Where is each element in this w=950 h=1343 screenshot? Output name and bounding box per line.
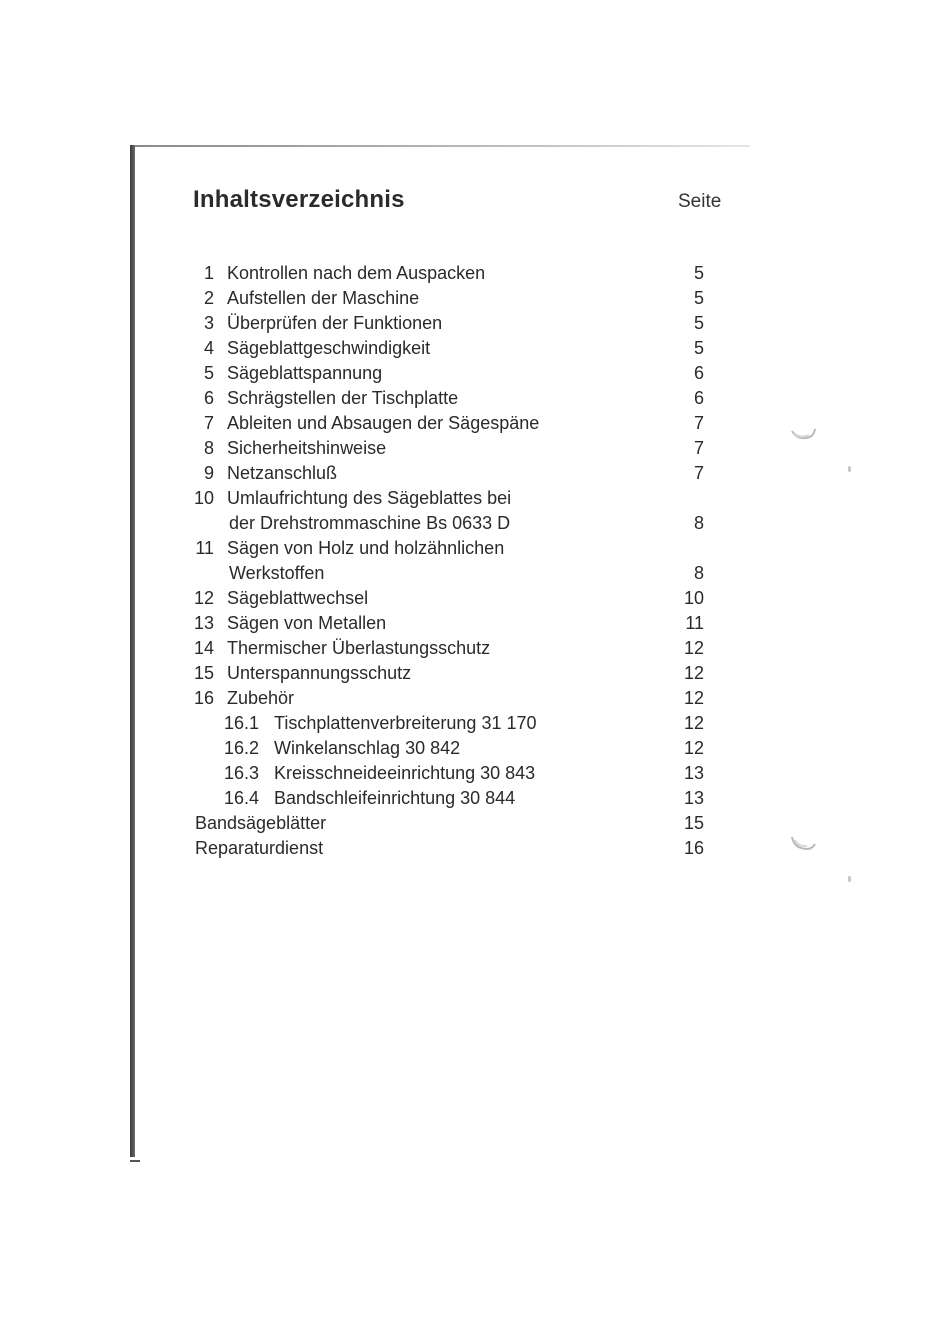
toc-entry <box>0 486 950 511</box>
toc-entry-page: 6 <box>693 363 704 383</box>
page-left-edge-foot <box>130 1160 140 1162</box>
toc-entry-title: Ableiten und Absaugen der Sägespäne <box>227 413 540 433</box>
toc-entry-title: Überprüfen der Funktionen <box>227 313 443 333</box>
toc-entry-page: 10 <box>683 588 704 608</box>
toc-entry-page: 16 <box>683 838 704 858</box>
scan-speck <box>848 876 851 882</box>
scan-speck <box>848 466 851 472</box>
toc-entry-page: 5 <box>693 338 704 358</box>
toc-entry <box>0 536 950 561</box>
toc-entry-title: Bandschleifeinrichtung 30 844 <box>274 788 516 808</box>
toc-entry-title: Aufstellen der Maschine <box>227 288 420 308</box>
toc-entry-page: 6 <box>693 388 704 408</box>
page-top-edge <box>135 145 750 147</box>
toc-entry-title: Reparaturdienst <box>195 838 324 858</box>
toc-entry-page: 12 <box>683 713 704 733</box>
toc-entry-title: Thermischer Überlastungsschutz <box>227 638 491 658</box>
toc-entry-number: 2 <box>203 288 214 308</box>
toc-entry-title: Sicherheitshinweise <box>227 438 387 458</box>
toc-entry <box>0 261 950 286</box>
toc-entry-title: Tischplattenverbreiterung 31 170 <box>274 713 537 733</box>
toc-entry-page: 5 <box>693 263 704 283</box>
toc-entry <box>0 686 950 711</box>
toc-entry-page: 5 <box>693 288 704 308</box>
toc-entry-number: 12 <box>193 588 214 608</box>
toc-entry <box>0 636 950 661</box>
toc-entry-number: 8 <box>203 438 214 458</box>
toc-entry-page: 7 <box>693 413 704 433</box>
toc-entry-unnumbered <box>0 811 950 836</box>
toc-entry-number: 10 <box>193 488 214 508</box>
toc-entry-title: Sägeblattwechsel <box>227 588 369 608</box>
toc-entry-number: 6 <box>203 388 214 408</box>
toc-entry-page: 7 <box>693 438 704 458</box>
toc-entry <box>0 611 950 636</box>
toc-entry-page: 12 <box>683 738 704 758</box>
toc-entry <box>0 311 950 336</box>
toc-entry-number: 15 <box>193 663 214 683</box>
toc-entry-page: 8 <box>693 513 704 533</box>
toc-subentry <box>0 786 950 811</box>
toc-entry-page: 12 <box>683 638 704 658</box>
toc-entry-number: 11 <box>195 538 214 558</box>
page-column-header: Seite <box>678 191 722 212</box>
toc-entry-title: Kreisschneideeinrichtung 30 843 <box>274 763 536 783</box>
toc-subentry <box>0 711 950 736</box>
toc-entry-page: 11 <box>685 613 704 633</box>
table-of-contents <box>0 261 950 861</box>
toc-entry-title: Zubehör <box>227 688 295 708</box>
toc-entry-page: 8 <box>693 563 704 583</box>
toc-entry-number: 5 <box>203 363 214 383</box>
toc-entry-continuation <box>0 561 950 586</box>
toc-entry-number: 4 <box>203 338 214 358</box>
toc-entry <box>0 361 950 386</box>
toc-entry-number: 13 <box>193 613 214 633</box>
toc-subentry <box>0 736 950 761</box>
toc-entry-title: der Drehstrommaschine Bs 0633 D <box>229 513 511 533</box>
punch-hole-mark <box>790 835 816 853</box>
toc-entry-page: 13 <box>683 763 704 783</box>
toc-entry-title: Netzanschluß <box>227 463 338 483</box>
toc-entry <box>0 461 950 486</box>
toc-entry-number: 16 <box>193 688 214 708</box>
toc-entry-number: 16.1 <box>224 713 260 733</box>
toc-entry-title: Werkstoffen <box>229 563 325 583</box>
toc-entry-title: Sägen von Holz und holzähnlichen <box>227 538 505 558</box>
toc-entry-title: Schrägstellen der Tischplatte <box>227 388 459 408</box>
toc-subentry <box>0 761 950 786</box>
toc-entry-number: 14 <box>193 638 214 658</box>
toc-entry-page: 12 <box>683 688 704 708</box>
toc-entry <box>0 286 950 311</box>
toc-entry-page: 5 <box>693 313 704 333</box>
toc-entry-number: 16.3 <box>224 763 260 783</box>
toc-entry-number: 3 <box>203 313 214 333</box>
toc-entry-title: Winkelanschlag 30 842 <box>274 738 461 758</box>
toc-entry-title: Kontrollen nach dem Auspacken <box>227 263 486 283</box>
toc-entry-title: Umlaufrichtung des Sägeblattes bei <box>227 488 512 508</box>
toc-entry-number: 16.4 <box>224 788 260 808</box>
toc-entry-continuation <box>0 511 950 536</box>
toc-entry-title: Sägen von Metallen <box>227 613 387 633</box>
toc-entry <box>0 386 950 411</box>
toc-entry-title: Sägeblattspannung <box>227 363 383 383</box>
toc-entry-title: Sägeblattgeschwindigkeit <box>227 338 431 358</box>
punch-hole-mark <box>790 425 816 443</box>
toc-entry-number: 7 <box>203 413 214 433</box>
toc-entry-page: 7 <box>693 463 704 483</box>
toc-entry-number: 1 <box>203 263 214 283</box>
toc-entry-page: 12 <box>683 663 704 683</box>
toc-entry-page: 13 <box>683 788 704 808</box>
toc-entry-title: Unterspannungsschutz <box>227 663 412 683</box>
toc-entry <box>0 586 950 611</box>
toc-entry <box>0 661 950 686</box>
toc-entry <box>0 336 950 361</box>
toc-entry-title: Bandsägeblätter <box>195 813 327 833</box>
toc-entry-page: 15 <box>683 813 704 833</box>
page-title: Inhaltsverzeichnis <box>193 186 405 213</box>
toc-entry-number: 16.2 <box>224 738 260 758</box>
toc-entry-number: 9 <box>203 463 214 483</box>
